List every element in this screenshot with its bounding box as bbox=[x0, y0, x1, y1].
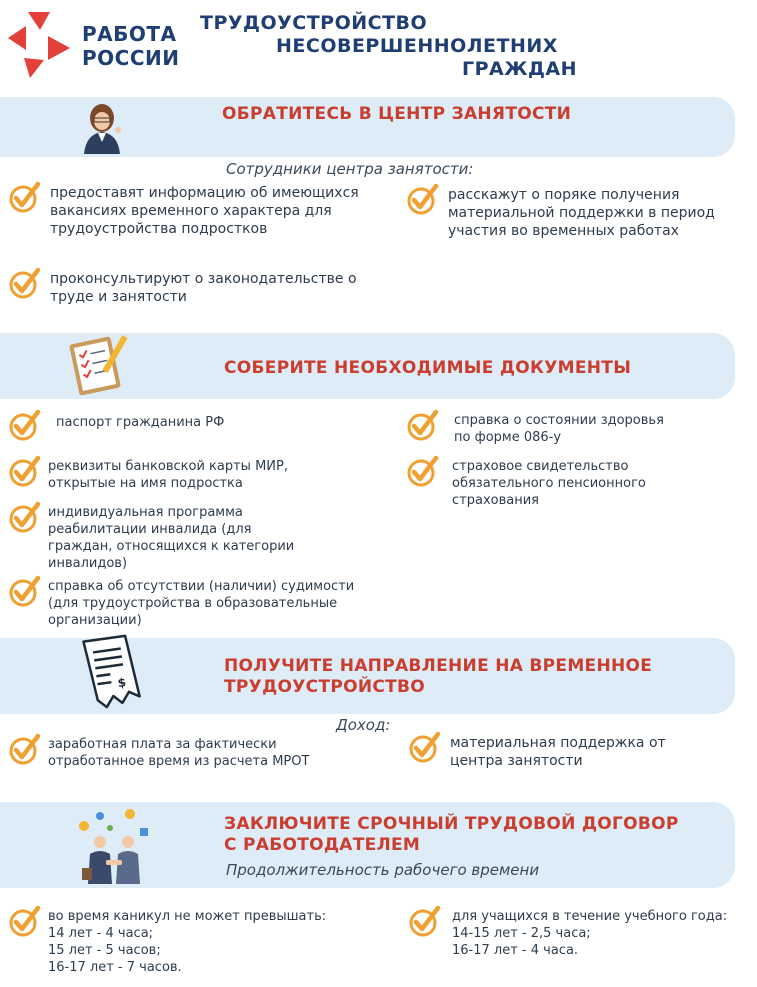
section4-subhead: Продолжительность рабочего времени bbox=[226, 861, 540, 879]
svg-text:$: $ bbox=[116, 675, 127, 691]
check-icon bbox=[8, 574, 42, 608]
list-item-text: предоставят информацию об имеющихся вакансиях временного характера для трудоустройства подростков bbox=[50, 185, 359, 237]
list-item-text: материальная поддержка от центра занятости bbox=[450, 735, 666, 769]
list-item bbox=[406, 454, 646, 509]
check-icon bbox=[8, 732, 42, 766]
list-item bbox=[8, 732, 309, 770]
list-item bbox=[406, 182, 715, 240]
receipt-document-icon bbox=[80, 634, 144, 712]
list-item-text: для учащихся в течение учебного года: 14-15 лет - 2,5 часа; 16-17 лет - 4 часа. bbox=[452, 909, 728, 958]
check-icon bbox=[406, 454, 440, 488]
list-item-text: реквизиты банковской карты МИР, открытые на имя подростка bbox=[48, 459, 288, 491]
check-icon bbox=[8, 180, 42, 214]
logo-line-2: РОССИИ bbox=[82, 46, 180, 70]
check-icon bbox=[8, 904, 42, 938]
title-line-1: ТРУДОУСТРОЙСТВО bbox=[200, 12, 428, 34]
list-item bbox=[8, 266, 357, 306]
list-item bbox=[8, 180, 359, 238]
logo-text bbox=[82, 22, 180, 70]
list-item bbox=[8, 904, 326, 976]
list-item-text: индивидуальная программа реабилитации инвалида (для граждан, относящихся к категории инвалидов) bbox=[48, 505, 295, 571]
section4-title: ЗАКЛЮЧИТЕ СРОЧНЫЙ ТРУДОВОЙ ДОГОВОР С РАБОТОДАТЕЛЕМ bbox=[224, 814, 679, 855]
list-item bbox=[8, 500, 294, 572]
title-line-3: ГРАЖДАН bbox=[462, 58, 578, 80]
section1-subhead: Сотрудники центра занятости: bbox=[226, 160, 474, 178]
list-item-text: страховое свидетельство обязательного пенсионного страхования bbox=[452, 459, 646, 508]
logo-line-1: РАБОТА bbox=[82, 22, 177, 46]
list-item bbox=[408, 904, 727, 959]
list-item-text: справка о состоянии здоровья по форме 086-у bbox=[454, 413, 664, 445]
section3-subhead: Доход: bbox=[336, 716, 391, 734]
clipboard-checklist-icon bbox=[68, 330, 132, 396]
list-item-text: расскажут о поряке получения материальной поддержки в период участия во временных работах bbox=[448, 187, 715, 239]
list-item-text: справка об отсутствии (наличии) судимости (для трудоустройства в образовательные организации) bbox=[48, 579, 355, 628]
check-icon bbox=[8, 500, 42, 534]
consultant-icon bbox=[80, 102, 128, 154]
check-icon bbox=[8, 266, 42, 300]
list-item-text: паспорт гражданина РФ bbox=[56, 415, 225, 430]
list-item bbox=[408, 730, 666, 770]
star-logo-icon bbox=[4, 8, 72, 80]
check-icon bbox=[406, 182, 440, 216]
check-icon bbox=[408, 730, 442, 764]
list-item bbox=[406, 408, 664, 446]
list-item bbox=[8, 408, 224, 442]
section3-title: ПОЛУЧИТЕ НАПРАВЛЕНИЕ НА ВРЕМЕННОЕ ТРУДОУСТРОЙСТВО bbox=[224, 656, 653, 697]
list-item-text: проконсультируют о законодательстве о труде и занятости bbox=[50, 271, 357, 305]
check-icon bbox=[8, 408, 42, 442]
check-icon bbox=[408, 904, 442, 938]
list-item bbox=[8, 574, 354, 629]
list-item bbox=[8, 454, 288, 492]
handshake-people-icon bbox=[70, 808, 158, 888]
section1-title: ОБРАТИТЕСЬ В ЦЕНТР ЗАНЯТОСТИ bbox=[222, 104, 572, 124]
check-icon bbox=[8, 454, 42, 488]
section2-title: СОБЕРИТЕ НЕОБХОДИМЫЕ ДОКУМЕНТЫ bbox=[224, 358, 632, 378]
check-icon bbox=[406, 408, 440, 442]
title-line-2: НЕСОВЕРШЕННОЛЕТНИХ bbox=[276, 35, 558, 57]
page-title bbox=[200, 12, 577, 81]
list-item-text: во время каникул не может превышать: 14 лет - 4 часа; 15 лет - 5 часов; 16-17 лет - 7 часов. bbox=[48, 909, 327, 975]
list-item-text: заработная плата за фактически отработанное время из расчета МРОТ bbox=[48, 737, 310, 769]
